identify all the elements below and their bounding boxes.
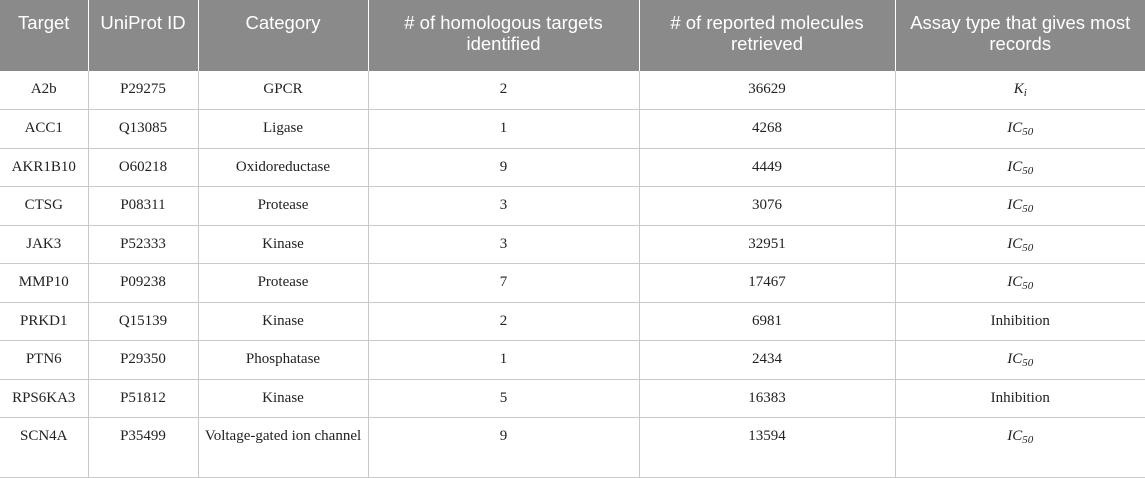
cell-homologous-targets: 2 [368,71,639,110]
cell-homologous-targets: 3 [368,225,639,264]
cell-reported-molecules: 13594 [639,418,895,478]
header-target: Target [0,0,88,71]
cell-assay-type [895,71,1145,110]
header-assay-type: Assay type that gives most records [895,0,1145,71]
cell-category: Oxidoreductase [198,148,368,187]
cell-reported-molecules: 17467 [639,264,895,303]
cell-uniprot-id: P51812 [88,379,198,418]
cell-assay-type [895,110,1145,149]
cell-target: MMP10 [0,264,88,303]
cell-reported-molecules: 36629 [639,71,895,110]
cell-target: ACC1 [0,110,88,149]
table-body [0,71,1145,478]
cell-reported-molecules: 32951 [639,225,895,264]
table-row [0,379,1145,418]
cell-target: A2b [0,71,88,110]
header-homologous-targets: # of homologous targets identified [368,0,639,71]
assay-label: IC [1007,235,1023,252]
assay-label: Inhibition [990,312,1050,329]
cell-uniprot-id: O60218 [88,148,198,187]
cell-category: GPCR [198,71,368,110]
cell-uniprot-id: P08311 [88,187,198,226]
assay-subscript: 50 [1022,357,1034,369]
cell-assay-type [895,418,1145,478]
table-row [0,110,1145,149]
assay-subscript: i [1023,87,1027,99]
cell-category: Kinase [198,302,368,341]
cell-target: AKR1B10 [0,148,88,187]
cell-category: Ligase [198,110,368,149]
cell-homologous-targets: 9 [368,418,639,478]
cell-assay-type [895,187,1145,226]
cell-target: JAK3 [0,225,88,264]
cell-category: Phosphatase [198,341,368,380]
header-category: Category [198,0,368,71]
cell-assay-type [895,341,1145,380]
assay-label: IC [1007,158,1023,175]
assay-label: IC [1007,351,1023,367]
cell-homologous-targets: 3 [368,187,639,226]
assay-label: Inhibition [990,389,1050,406]
table-row [0,418,1145,478]
cell-assay-type [895,379,1145,418]
cell-homologous-targets: 1 [368,341,639,380]
cell-homologous-targets: 5 [368,379,639,418]
cell-uniprot-id: Q15139 [88,302,198,341]
assay-subscript: 50 [1022,203,1034,215]
header-reported-molecules: # of reported molecules retrieved [639,0,895,71]
cell-category: Kinase [198,225,368,264]
assay-subscript: 50 [1022,241,1034,254]
table-row [0,71,1145,110]
header-uniprot-id: UniProt ID [88,0,198,71]
header-row [0,0,1145,71]
table-row [0,187,1145,226]
cell-category: Protease [198,264,368,303]
table-row [0,341,1145,380]
cell-uniprot-id: Q13085 [88,110,198,149]
assay-subscript: 50 [1022,434,1034,446]
cell-category: Kinase [198,379,368,418]
assay-label: K [1013,81,1024,97]
cell-target: SCN4A [0,418,88,478]
cell-uniprot-id: P52333 [88,225,198,264]
assay-subscript: 50 [1022,280,1034,292]
table-row [0,264,1145,303]
cell-reported-molecules: 2434 [639,341,895,380]
cell-reported-molecules: 4449 [639,148,895,187]
cell-reported-molecules: 16383 [639,379,895,418]
assay-label: IC [1007,274,1023,290]
cell-homologous-targets: 1 [368,110,639,149]
assay-subscript: 50 [1022,126,1034,138]
cell-reported-molecules: 6981 [639,302,895,341]
assay-label: IC [1007,120,1023,136]
assay-label: IC [1007,197,1023,213]
cell-uniprot-id: P35499 [88,418,198,478]
cell-category: Protease [198,187,368,226]
cell-homologous-targets: 2 [368,302,639,341]
table-row [0,225,1145,264]
table-row [0,148,1145,187]
cell-assay-type [895,264,1145,303]
cell-uniprot-id: P29275 [88,71,198,110]
cell-target: RPS6KA3 [0,379,88,418]
cell-target: CTSG [0,187,88,226]
cell-reported-molecules: 3076 [639,187,895,226]
cell-uniprot-id: P29350 [88,341,198,380]
cell-target: PTN6 [0,341,88,380]
cell-category: Voltage-gated ion channel [198,418,368,478]
cell-reported-molecules: 4268 [639,110,895,149]
table-header [0,0,1145,71]
table-row [0,302,1145,341]
cell-assay-type [895,302,1145,341]
cell-homologous-targets: 9 [368,148,639,187]
cell-target: PRKD1 [0,302,88,341]
cell-homologous-targets: 7 [368,264,639,303]
assay-subscript: 50 [1022,164,1034,177]
assay-label: IC [1007,428,1023,444]
cell-uniprot-id: P09238 [88,264,198,303]
cell-assay-type [895,148,1145,187]
cell-assay-type [895,225,1145,264]
